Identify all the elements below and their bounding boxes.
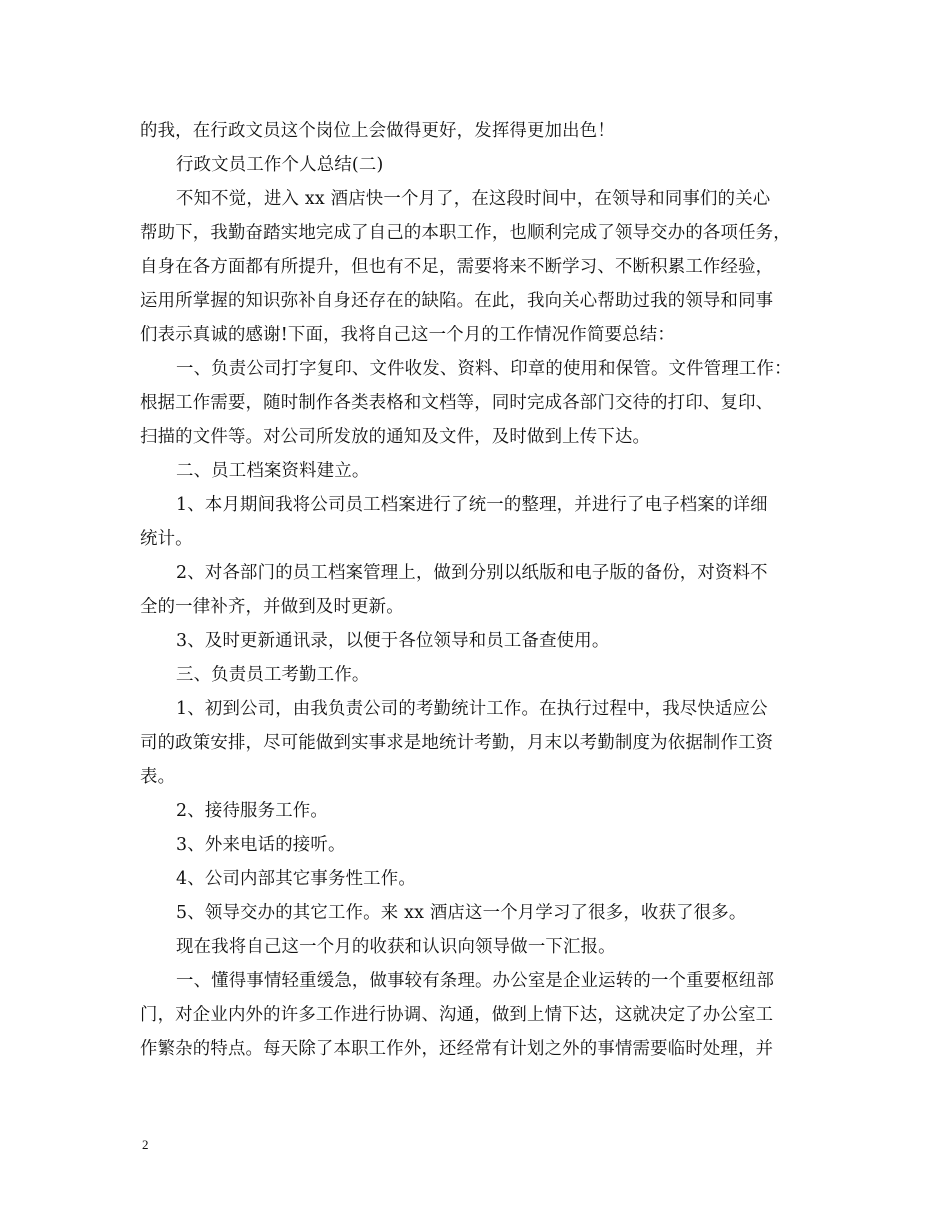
text-line: 运用所掌握的知识弥补自身还存在的缺陷。在此，我向关心帮助过我的领导和同事 [140,291,774,311]
text-line: 1、本月期间我将公司员工档案进行了统一的整理，并进行了电子档案的详细 [176,495,768,515]
text-line: 现在我将自己这一个月的收获和认识向领导做一下汇报。 [176,937,616,957]
text-line: 4、公司内部其它事务性工作。 [176,869,416,889]
text-line: 帮助下，我勤奋踏实地完成了自己的本职工作，也顺利完成了领导交办的各项任务， [140,223,791,243]
text-line: 扫描的文件等。对公司所发放的通知及文件，及时做到上传下达。 [140,427,651,447]
text-line: 统计。 [140,529,193,549]
text-line: 们表示真诚的感谢!下面，我将自己这一个月的工作情况作简要总结： [140,325,675,345]
text-line: 表。 [140,767,176,787]
text-line: 全的一律补齐，并做到及时更新。 [140,597,404,617]
text-line: 自身在各方面都有所提升，但也有不足，需要将来不断学习、不断积累工作经验， [140,257,774,277]
text-line: 门，对企业内外的许多工作进行协调、沟通，做到上情下达，这就决定了办公室工 [140,1005,774,1025]
text-line: 3、及时更新通讯录，以便于各位领导和员工备查使用。 [176,631,610,651]
text-line: 2、接待服务工作。 [176,801,328,821]
text-line: 2、对各部门的员工档案管理上，做到分别以纸版和电子版的备份，对资料不 [176,563,768,583]
text-line: 的我，在行政文员这个岗位上会做得更好，发挥得更加出色！ [140,121,615,141]
text-line: 根据工作需要，随时制作各类表格和文档等，同时完成各部门交待的打印、复印、 [140,393,774,413]
text-line: 作繁杂的特点。每天除了本职工作外，还经常有计划之外的事情需要临时处理，并 [140,1039,774,1059]
text-line: 三、负责员工考勤工作。 [176,665,370,685]
page-number: 2 [142,1137,149,1152]
text-line: 5、领导交办的其它工作。来 xx 酒店这一个月学习了很多，收获了很多。 [176,903,747,923]
text-line: 行政文员工作个人总结(二) [176,155,384,175]
text-line: 1、初到公司，由我负责公司的考勤统计工作。在执行过程中，我尽快适应公 [176,699,768,719]
text-line: 二、员工档案资料建立。 [176,461,370,481]
text-line: 不知不觉，进入 xx 酒店快一个月了，在这段时间中，在领导和同事们的关心 [176,189,771,209]
text-line: 司的政策安排，尽可能做到实事求是地统计考勤，月末以考勤制度为依据制作工资 [140,733,774,753]
text-line: 一、负责公司打字复印、文件收发、资料、印章的使用和保管。文件管理工作： [176,359,792,379]
text-line: 一、懂得事情轻重缓急，做事较有条理。办公室是企业运转的一个重要枢纽部 [176,971,775,991]
text-line: 3、外来电话的接听。 [176,835,346,855]
